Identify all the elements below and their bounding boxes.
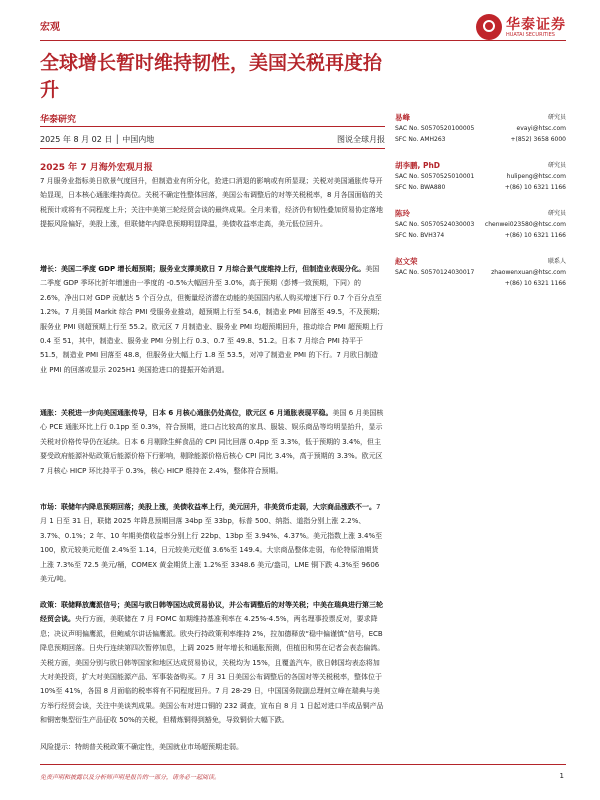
section-title: 2025 年 7 月海外宏观月报: [40, 163, 153, 173]
author-sac-no: SAC No. S0570124030017: [395, 269, 475, 276]
meta-row: [40, 134, 385, 145]
author-role: 研究员: [547, 162, 566, 169]
author-name: 赵文荣: [395, 257, 418, 266]
author-phone: +(852) 3658 6000: [510, 136, 566, 143]
brand-name-cn: 华泰证券: [506, 17, 566, 33]
author-role: 联系人: [547, 258, 566, 265]
author-card: [395, 160, 566, 208]
report-category: 宏观: [40, 22, 60, 33]
meta-top-divider: [40, 126, 385, 127]
authors-panel: [395, 112, 566, 304]
body-paragraph: [40, 406, 385, 478]
author-sac-no: SAC No. S0570524030003: [395, 221, 475, 228]
report-series: 图说全球月报: [337, 135, 385, 144]
author-email[interactable]: hulipeng@htsc.com: [506, 173, 566, 180]
author-email[interactable]: chenwei023580@htsc.com: [484, 221, 566, 228]
author-role: 研究员: [547, 210, 566, 217]
paragraph-lead: 增长：美国二季度 GDP 增长超预期；服务业支撑美欧日 7 月综合景气度维持上行，但制造业表现分化。: [40, 265, 366, 273]
author-name: 胡李鹏, PhD: [395, 161, 441, 170]
paragraph-lead: 政策：联储释放鹰派信号；美国与欧日韩等国达成贸易协议，并公布调整后的对等关税；中美在瑞典进行第三轮经贸会谈。: [40, 601, 383, 624]
author-phone: +(86) 10 6321 1166: [504, 184, 566, 191]
huatai-logo-icon: [476, 14, 502, 40]
author-card: [395, 256, 566, 304]
page-number: 1: [559, 772, 564, 780]
report-title: 全球增长暂时维持韧性，美国关税再度抬升: [40, 52, 383, 101]
paragraph-body: 7 月 1 日至 31 日，联储 2025 年降息预期回落 34bp 至 33bp，标普 500、纳指、道指分别上涨 2.2%、3.7%、0.1%；2 年、10 年期美债收益率分别上行 22bp、13bp 至 3.94%、4.37%。美元指数上涨 3.4%至 100，欧元较美元贬值 2.4%至 1.14，日元较美元贬值 3.6%至 149.4。大宗商品整体走弱，布伦特原油期货上涨 7.3%至 72.5 美元/桶，COMEX 黄金期货上涨 1.2%至 3348.6 美元/盎司，LME 铜下跌 4.3%至 9606 美元/吨。: [40, 503, 383, 584]
author-name: 陈玲: [395, 209, 410, 218]
report-date: 2025 年 8 月 02 日 │ 中国内地: [40, 135, 155, 144]
body-paragraph: [40, 598, 385, 728]
footer-divider: [40, 764, 566, 765]
author-email[interactable]: zhaowenxuan@htsc.com: [491, 269, 566, 276]
brand-name-en: HUATAI SECURITIES: [506, 32, 555, 38]
author-phone: +(86) 10 6321 1166: [504, 280, 566, 287]
author-role: 研究员: [547, 114, 566, 121]
body-paragraph: [40, 262, 385, 377]
header-divider: [40, 40, 566, 41]
footer-disclaimer: 免责声明和披露以及分析师声明是报告的一部分，请务必一起阅读。: [40, 774, 221, 781]
paragraph-body: 美国 6 月美国核心 PCE 通胀环比上行 0.1pp 至 0.3%，符合预期，进口占比较高的家具、服装、娱乐商品等均明显抬升，显示关税对价格传导仍在延续。日本 6 月剔除生鲜食品的 CPI 同比回落 0.4pp 至 3.3%，低于预期的 3.4%，但主要受政府能源补贴政策后能源价格下行影响，剔除能源价格后核心 CPI 同比 3.4%，高于预期的 3.3%。欧元区 7 月核心 HICP 环比持平于 0.3%，核心 HICP 维持在 2.4%，整体符合预期。: [40, 409, 384, 475]
author-sac-no: SAC No. S0570525010001: [395, 173, 475, 180]
author-email[interactable]: evayi@htsc.com: [516, 125, 566, 132]
author-sfc-no: SFC No. BWA880: [395, 184, 446, 191]
meta-bottom-divider: [40, 148, 385, 149]
paragraph-body: 美国二季度 GDP 季环比折年增速由一季度的 -0.5%大幅回升至 3.0%，高于预期（彭博一致预期，下同）的 2.6%，净出口对 GDP 贡献达 5 个百分点，但衡量经济潜在动能的美国国内私人购买增速下行 0.7 个百分点至 1.2%。7 月美国 Markit 综合 PMI 受服务业推动，超预期上行至 54.6，制造业 PMI 回落至 49.5，不及预期；服务业 PMI 则超预期上行至 55.2。欧元区 7 月制造业、服务业 PMI 均超预期回升，推动综合 PMI 超预期上行 0.4 至 51，其中，制造业、服务业 PMI 分别上行 0.3、0.7 至 49.8、51.2。日本 7 月综合 PMI 持平于 51.5，制造业 PMI 回落至 48.8，但服务业大幅上行 1.8 至 53.5，对冲了制造业 PMI 的下行。7 月欧日制造业 PMI 的回落或显示 2025H1 美国抢进口的提振开始消退。: [40, 265, 385, 374]
intro-paragraph: 7 月服务业指标美日欧景气度回升，但制造业有所分化，抢进口消退的影响或有所显现；关税对美国通胀传导开始显现，日本核心通胀维持高位。关税不确定性整体回落，美国公布调整后的对等关税税率，8 月各国面临的关税预计或将有不同程度上升；关注中美第三轮经贸会谈的最终成果。全月来看，经济仍有韧性叠加贸易协定落地提振风险偏好，美股上涨，但联储年内降息预期明显降温，美债收益率走高，美元低位回升。: [40, 177, 383, 229]
paragraph-body: 央行方面，美联储在 7 月 FOMC 如期维持基准利率在 4.25%-4.5%，两名理事投票反对，要求降息；决议声明偏鹰派，但鲍威尔讲话偏鹰派。欧央行持政策利率维持 2%，拉加德释放“稳中偏谨慎”信号，ECB 降息预期回落。日央行连续第四次暂停加息，上调 2025 财年增长和通胀预测，但植田和男在记者会表态偏鸽。关税方面，美国分别与欧日韩等国家和地区达成贸易协议，关税均为 15%，且覆盖汽车，欧日韩国均表态将加大对美投资，扩大对美国能源产品、军事装备购买。7 月 31 日美国公布调整后的各国对等关税税率，整体位于 10%至 41%，各国 8 月面临的税率将有不同程度回升。7 月 28-29 日，中国国务院副总理何立峰在瑞典与美方举行经贸会谈，关注中美谈判成果。美国公布对进口铜的 232 调查，宣布自 8 月 1 日起对进口半成品铜产品和铜密集型衍生产品征收 50%的关税，但精炼铜得到豁免，导致铜价大幅下跌。: [40, 615, 385, 725]
body-paragraph: [40, 500, 385, 586]
author-phone: +(86) 10 6321 1166: [504, 232, 566, 239]
paragraph-lead: 通胀：关税进一步向美国通胀传导，日本 6 月核心通胀仍处高位，欧元区 6 月通胀表现平稳。: [40, 409, 333, 417]
author-name: 易峰: [395, 113, 410, 122]
author-sfc-no: SFC No. BVH374: [395, 232, 445, 239]
author-sac-no: SAC No. S0570520100005: [395, 125, 475, 132]
author-sfc-no: SFC No. AMH263: [395, 136, 446, 143]
author-card: [395, 208, 566, 256]
author-card: [395, 112, 566, 160]
report-type: 华泰研究: [40, 115, 77, 125]
brand-logo: [476, 12, 572, 42]
paragraph-lead: 市场：联储年内降息预期回落；美股上涨，美债收益率上行，美元回升，非美货币走弱，大宗商品涨跌不一。: [40, 503, 376, 511]
risk-warning: 风险提示：特朗普关税政策不确定性，美国就业市场超预期走弱。: [40, 743, 243, 751]
